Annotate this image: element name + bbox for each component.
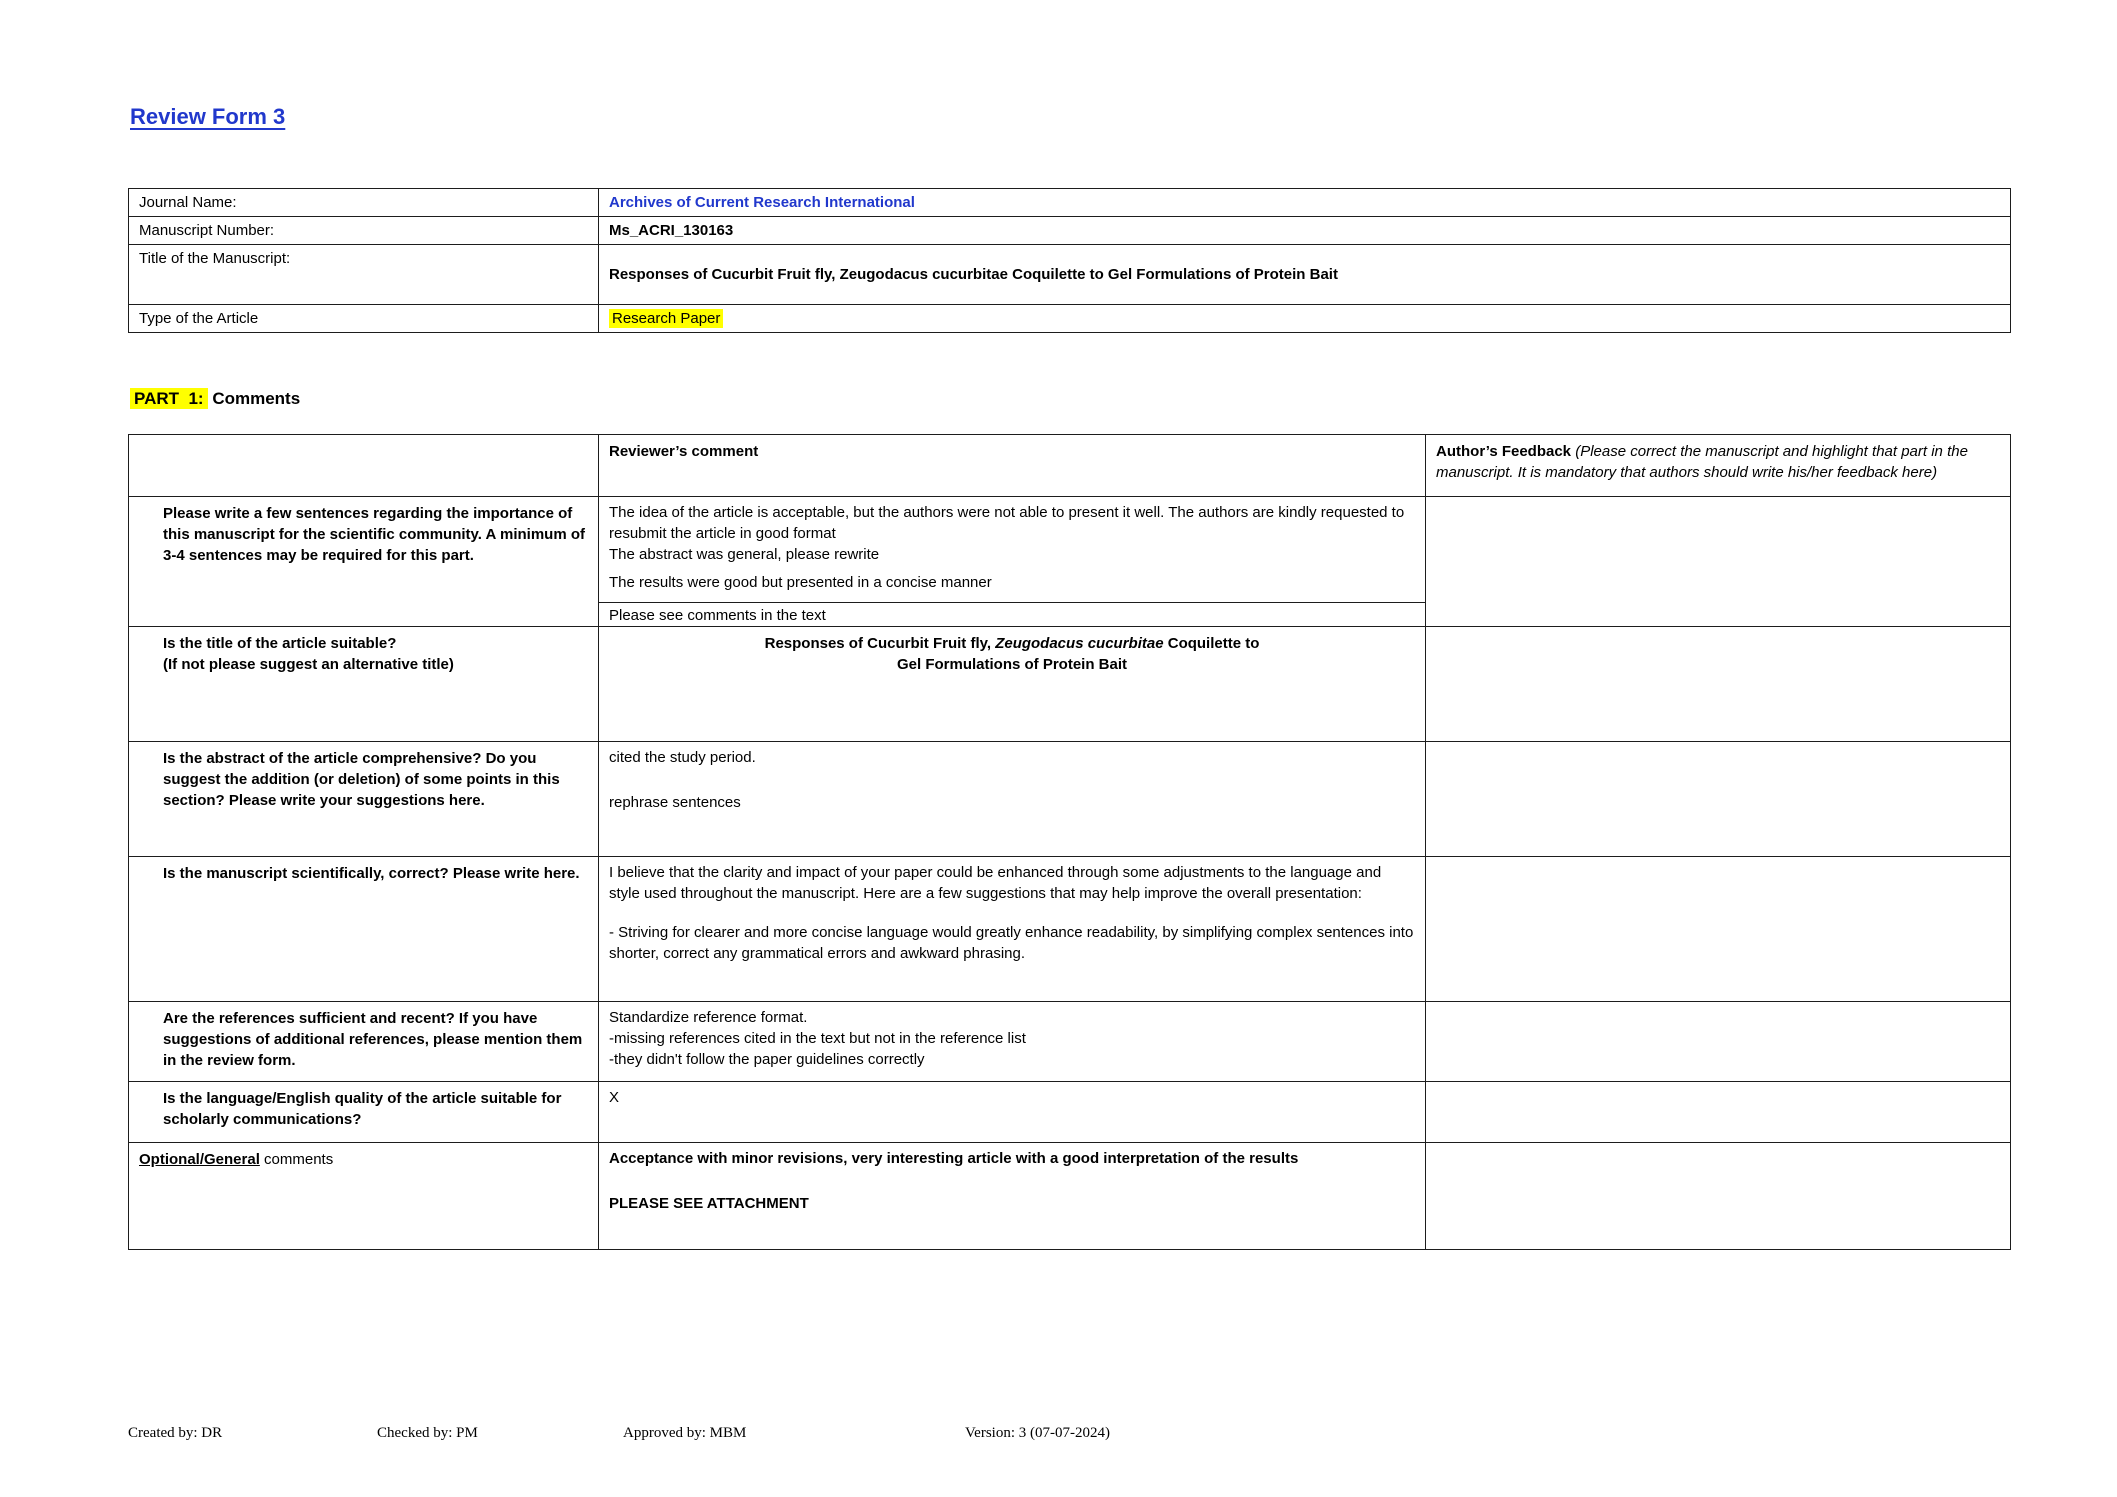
part1-heading [130,389,300,409]
optional-label-underlined: Optional/General [139,1151,260,1168]
question-cell-importance: Please write a few sentences regarding the importance of this manuscript for the scientific community. A minimum of 3-4 sentences may be required for this part. [129,497,599,627]
footer-approved: Approved by: MBM [623,1425,747,1441]
comment-paragraph: The abstract was general, please rewrite [609,546,880,563]
author-feedback-header-note: (Please correct the manuscript and highlight that part in the manuscript. It is mandatory that authors should write his/her feedback here) [1436,443,1968,481]
optional-comments-label [129,1143,599,1250]
row-importance [129,497,2011,627]
reviewer-comment-cell-language [599,1082,1426,1143]
manuscript-number-value: Ms_ACRI_130163 [599,217,2011,245]
comment-paragraph: cited the study period. [609,749,756,766]
optional-label-rest: comments [259,1151,334,1168]
info-row-number [129,217,2011,245]
question-line: Is the title of the article suitable? [163,635,397,652]
comment-paragraph: Please see comments in the text [609,607,826,624]
row-references [129,1002,2011,1082]
reviewer-comment-cell-title [599,627,1426,742]
comment-paragraph: -missing references cited in the text but not in the reference list [609,1030,1026,1047]
part1-heading-text: Comments [212,389,301,408]
comments-table [128,434,2011,1250]
comment-paragraph: I believe that the clarity and impact of your paper could be enhanced through some adjustments to the language and style used throughout the manuscript. Here are a few suggestions that may help improve the overall presentation: [609,864,1382,902]
comment-title-line1 [599,633,1425,654]
manuscript-number-label: Manuscript Number: [129,217,599,245]
header-empty-cell [129,435,599,497]
comment-paragraph: rephrase sentences [609,794,741,811]
author-feedback-header-bold: Author’s Feedback [1436,443,1572,460]
row-abstract [129,742,2011,857]
info-row-journal [129,189,2011,217]
comment-paragraph: Acceptance with minor revisions, very interesting article with a good interpretation of the results [609,1150,1299,1167]
reviewer-comment-cell-scientific [599,857,1426,1002]
comment-paragraph: The results were good but presented in a concise manner [609,574,992,591]
author-feedback-cell[interactable] [1426,857,2011,1002]
comment-paragraph: PLEASE SEE ATTACHMENT [609,1195,809,1212]
reviewer-comment-cell-optional [599,1143,1426,1250]
question-cell-language: Is the language/English quality of the article suitable for scholarly communications? [129,1082,599,1143]
footer-version: Version: 3 (07-07-2024) [965,1425,1110,1441]
manuscript-title-label: Title of the Manuscript: [129,245,599,305]
comment-title-pre: Responses of Cucurbit Fruit fly, [764,635,996,652]
author-feedback-cell[interactable] [1426,742,2011,857]
article-type-value: Research Paper [609,309,723,328]
row-optional [129,1143,2011,1250]
reviewer-comment-cell-abstract [599,742,1426,857]
author-feedback-cell[interactable] [1426,497,2011,627]
question-cell-abstract: Is the abstract of the article comprehensive? Do you suggest the addition (or deletion) of some points in this section? Please write your suggestions here. [129,742,599,857]
article-type-label: Type of the Article [129,305,599,333]
reviewer-comment-header: Reviewer’s comment [599,435,1426,497]
author-feedback-cell[interactable] [1426,1082,2011,1143]
author-feedback-cell[interactable] [1426,627,2011,742]
question-line: (If not please suggest an alternative title) [163,656,454,673]
row-language [129,1082,2011,1143]
comment-title-species: Zeugodacus cucurbitae [995,635,1164,652]
manuscript-title-value: Responses of Cucurbit Fruit fly, Zeugodacus cucurbitae Coquilette to Gel Formulations of Protein Bait [599,245,2011,305]
question-cell-scientific: Is the manuscript scientifically, correct? Please write here. [129,857,599,1002]
comment-paragraph: - Striving for clearer and more concise language would greatly enhance readability, by simplifying complex sentences into shorter, correct any grammatical errors and awkward phrasing. [609,924,1414,962]
journal-name-label: Journal Name: [129,189,599,217]
info-row-type [129,305,2011,333]
comment-paragraph: The idea of the article is acceptable, but the authors were not able to present it well. The authors are kindly requested to resubmit the article in good format [609,504,1405,542]
comment-title-line2: Gel Formulations of Protein Bait [896,656,1128,673]
footer-checked: Checked by: PM [377,1425,478,1441]
author-feedback-header [1426,435,2011,497]
journal-name-value[interactable]: Archives of Current Research International [609,194,915,211]
question-cell-title-suitable [129,627,599,742]
author-feedback-cell[interactable] [1426,1002,2011,1082]
comment-title-post: Coquilette to [1163,635,1260,652]
page-title: Review Form 3 [130,104,286,129]
question-cell-references: Are the references sufficient and recent? If you have suggestions of additional references, please mention them in the review form. [129,1002,599,1082]
comment-paragraph: X [609,1089,620,1106]
info-row-title [129,245,2011,305]
part1-badge: PART 1: [130,388,208,409]
comment-paragraph: Standardize reference format. [609,1009,808,1026]
comments-header-row [129,435,2011,497]
reviewer-comment-cell-references [599,1002,1426,1082]
row-title-suitable [129,627,2011,742]
comment-paragraph: -they didn't follow the paper guidelines correctly [609,1051,925,1068]
manuscript-info-table [128,188,2011,333]
author-feedback-cell[interactable] [1426,1143,2011,1250]
reviewer-comment-cell-importance [599,497,1426,627]
footer-created: Created by: DR [128,1425,223,1441]
row-scientific [129,857,2011,1002]
